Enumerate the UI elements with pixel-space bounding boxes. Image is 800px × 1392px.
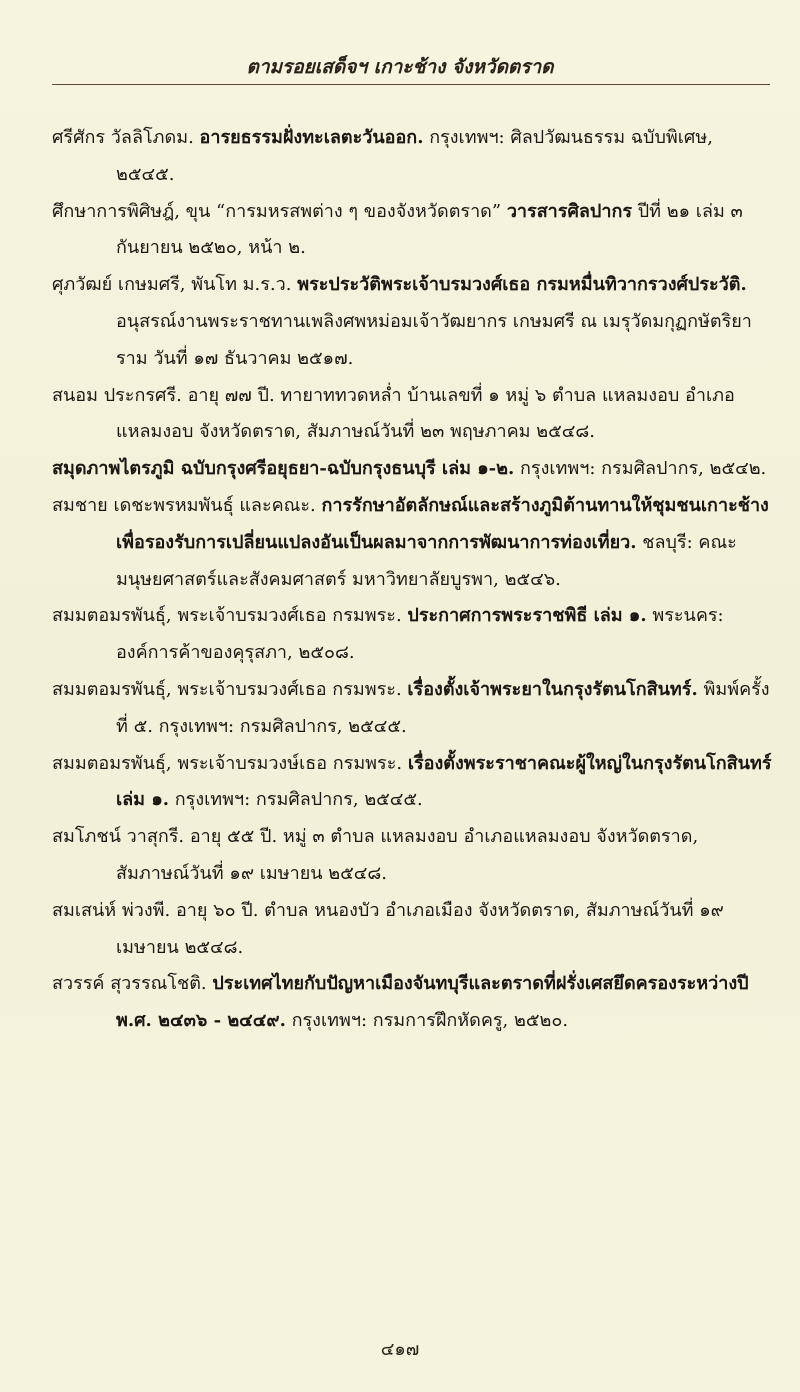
entry-details: อายุ ๗๗ ปี. ทายาททวดหล่ำ บ้านเลขที่ ๑ หมู่ ๖ ตำบล แหลมงอบ อำเภอแหลมงอบ จังหวัดตราด, สัมภาษณ์วันที่ ๒๓ พฤษภาคม ๒๕๔๘. [116,384,735,443]
bibliography-entry [52,893,774,967]
entry-author: สมมตอมรพันธุ์, พระเจ้าบรมวงษ์เธอ กรมพระ. [52,752,403,774]
entry-details: กรุงเทพฯ: ศิลปวัฒนธรรม ฉบับพิเศษ, ๒๕๔๕. [116,127,713,185]
entry-title: อารยธรรมฝั่งทะเลตะวันออก. [199,127,424,148]
bibliography-entry [52,746,774,820]
page-number: ๔๑๗ [380,1339,420,1360]
entry-title: ประเทศไทยกับปัญหาเมืองจันทบุรีและตราดที่ฝรั่งเศสยึดครองระหว่างปี พ.ศ. ๒๔๓๖ - ๒๔๔๙. [116,973,749,1032]
entry-details: กรุงเทพฯ: กรมการฝึกหัดครู, ๒๕๒๐. [291,1010,569,1032]
entry-details: ชลบุรี: คณะมนุษยศาสตร์และสังคมศาสตร์ มหาวิทยาลัยบูรพา, ๒๕๔๖. [116,531,737,590]
entry-details: ปีที่ ๒๑ เล่ม ๓ กันยายน ๒๕๒๐, หน้า ๒. [116,200,743,259]
entry-title: ประกาศการพระราชพิธี เล่ม ๑. [407,605,647,627]
bibliography-entry [52,378,774,452]
entry-details: พระนคร: องค์การค้าของคุรุสภา, ๒๕๐๘. [116,605,724,664]
entry-author: ศรีศักร วัลลิโภดม. [52,127,194,148]
entry-author: สมมตอมรพันธุ์, พระเจ้าบรมวงศ์เธอ กรมพระ. [52,678,402,700]
bibliography-entry [52,120,774,194]
bibliography-entry [52,819,774,893]
bibliography-entry [52,598,774,672]
entry-details: อนุสรณ์งานพระราชทานเพลิงศพหม่อมเจ้าวัฒยากร เกษมศรี ณ เมรุวัดมกุฏกษัตริยาราม วันที่ ๑๗ ธันวาคม ๒๕๑๗. [116,310,752,369]
header-rule [52,84,770,85]
entry-details: อายุ ๕๕ ปี. หมู่ ๓ ตำบล แหลมงอบ อำเภอแหลมงอบ จังหวัดตราด, สัมภาษณ์วันที่ ๑๙ เมษายน ๒๕๔๘. [116,826,699,884]
entry-author: สวรรค์ สุวรรณโชติ. [52,973,207,995]
bibliography-list [52,120,774,1040]
entry-title: วารสารศิลปากร [506,200,633,222]
entry-details: พิมพ์ครั้งที่ ๕. กรุงเทพฯ: กรมศิลปากร, ๒๕๔๕. [116,678,770,737]
entry-details: กรุงเทพฯ: กรมศิลปากร, ๒๕๔๕. [174,789,423,811]
bibliography-entry [52,267,774,377]
bibliography-entry [52,194,774,268]
entry-details: อายุ ๖๐ ปี. ตำบล หนองบัว อำเภอเมือง จังหวัดตราด, สัมภาษณ์วันที่ ๑๙ เมษายน ๒๕๔๘. [116,899,724,958]
entry-author: สมโภชน์ วาสุกรี. [52,826,185,848]
entry-title: สมุดภาพไตรภูมิ ฉบับกรุงศรีอยุธยา-ฉบับกรุงธนบุรี เล่ม ๑-๒. [52,458,515,480]
entry-author: สมเสน่ห์ พ่วงพี. [52,899,171,921]
bibliography-entry [52,451,774,488]
entry-author: ศึกษาการพิศิษฎ์, ขุน “การมหรสพต่าง ๆ ของจังหวัดตราด” [52,200,502,222]
entry-title: เรื่องตั้งเจ้าพระยาในกรุงรัตนโกสินทร์. [407,678,698,700]
entry-author: สมชาย เดชะพรหมพันธุ์ และคณะ. [52,494,316,516]
entry-author: ศุภวัฒย์ เกษมศรี, พันโท ม.ร.ว. [52,274,292,296]
entry-title: พระประวัติพระเจ้าบรมวงศ์เธอ กรมหมื่นทิวากรวงศ์ประวัติ. [297,274,747,296]
entry-author: สมมตอมรพันธุ์, พระเจ้าบรมวงศ์เธอ กรมพระ. [52,605,402,627]
entry-title: การรักษาอัตลักษณ์และสร้างภูมิต้านทานให้ชุมชนเกาะช้าง เพื่อรองรับการเปลี่ยนแปลงอันเป็นผลมาจากการพัฒนาการท่องเที่ยว. [116,494,769,553]
bibliography-entry [52,966,774,1040]
entry-title: เรื่องตั้งพระราชาคณะผู้ใหญ่ในกรุงรัตนโกสินทร์ เล่ม ๑. [116,752,772,811]
entry-details: กรุงเทพฯ: กรมศิลปากร, ๒๕๔๒. [520,458,767,480]
bibliography-entry [52,488,774,598]
running-header: ตามรอยเสด็จฯ เกาะช้าง จังหวัดตราด [246,56,554,78]
entry-author: สนอม ประกรศรี. [52,384,182,406]
bibliography-entry [52,672,774,746]
